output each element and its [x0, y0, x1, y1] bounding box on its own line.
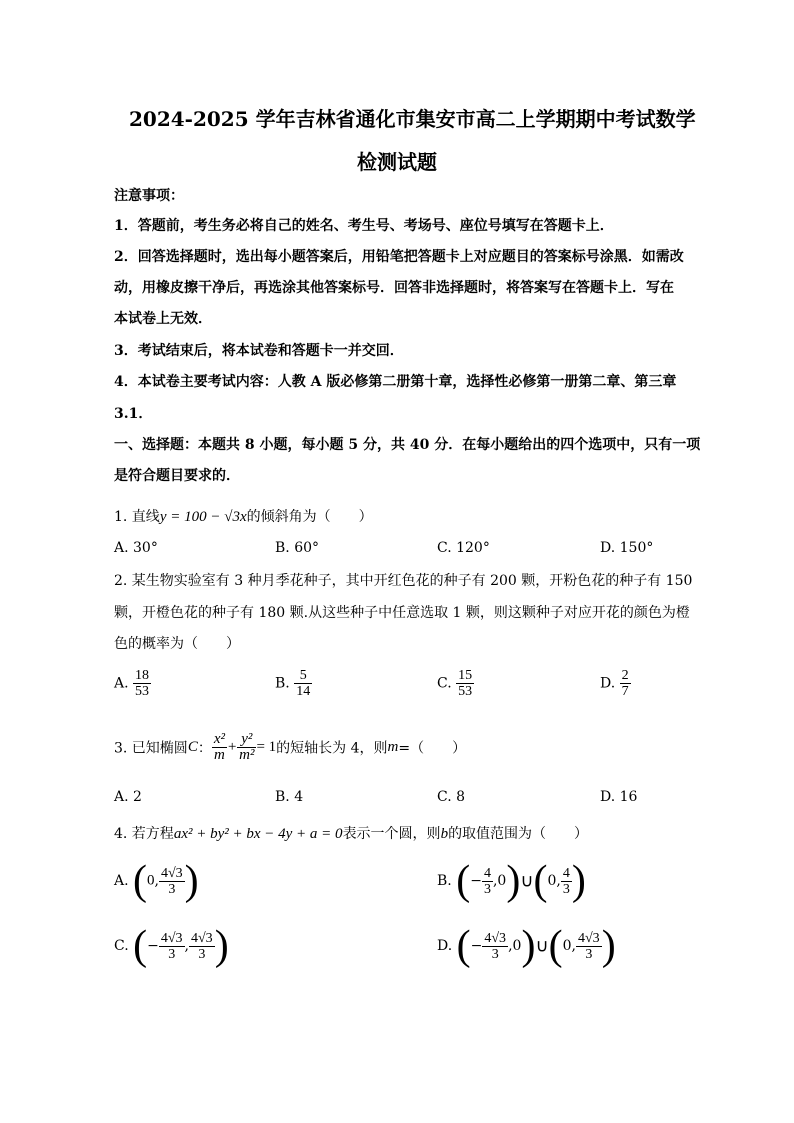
- q4-option-d: D. (− $\frac{4√3}{3}$ ,0)∪(0, $\frac{4√3}{3}$ ): [437, 923, 616, 969]
- notes-item-4-line2: 3.1．: [114, 406, 153, 422]
- q4-bvar: b: [440, 826, 449, 842]
- q2-option-b: [275, 668, 312, 699]
- q1-option-d: D. 150°: [600, 540, 654, 556]
- q2-d-num: 2: [621, 668, 629, 683]
- q3-y2: y²: [237, 732, 256, 748]
- q4-stem: [114, 823, 588, 843]
- q1-stem: [114, 506, 373, 526]
- q1-option-c: C. 120°: [437, 540, 490, 556]
- q4-b-den1: 3: [483, 881, 491, 897]
- q2-d-den: 7: [621, 684, 629, 699]
- q4-d-comma1: ,: [508, 938, 513, 954]
- q4-a-label: A.: [114, 873, 129, 889]
- q2-option-a: [114, 668, 151, 699]
- q4-d-den1: 3: [491, 946, 499, 962]
- q4-d-zero1: 0: [512, 938, 522, 954]
- notes-item-1: 1．答题前，考生务必将自己的姓名、考生号、考场号、座位号填写在答题卡上．: [114, 218, 614, 234]
- notes-heading: 注意事项：: [114, 188, 184, 204]
- q3-eq: = 1: [256, 739, 277, 755]
- q2-option-c: [437, 668, 474, 699]
- notes-item-2-line2: 动，用橡皮擦干净后，再选涂其他答案标号．回答非选择题时，将答案写在答题卡上．写在: [114, 280, 674, 296]
- q4-c-num1: 4√3: [160, 930, 183, 946]
- q4-option-a: A. (0, $\frac{4√3}{3}$ ): [114, 858, 199, 904]
- q4-b-den2: 3: [562, 881, 570, 897]
- q4-b-frac2: [561, 866, 572, 897]
- q4-option-b: B. (− $\frac{4}{3}$ ,0)∪(0, $\frac{4}{3}$ ): [437, 858, 586, 904]
- q1-prefix: 1. 直线: [114, 509, 160, 525]
- q2-option-d-label: D.: [600, 675, 616, 692]
- q1-formula: y = 100 − √3x: [159, 509, 247, 525]
- section1-line2: 是符合题目要求的．: [114, 468, 240, 484]
- notes-item-2-line1: 2．回答选择题时，选出每小题答案后，用铅笔把答题卡上对应题目的答案标号涂黑．如需改: [114, 249, 684, 265]
- q2-option-b-fraction: [294, 668, 312, 699]
- q4-a-comma: ,: [154, 873, 159, 889]
- q4-b-comma2: ,: [556, 873, 561, 889]
- q2-option-d: [600, 668, 631, 699]
- q4-option-c: C. (− $\frac{4√3}{3}$ , $\frac{4√3}{3}$ ): [114, 923, 229, 969]
- notes-item-2-line3: 本试卷上无效．: [114, 311, 212, 327]
- q2-line2: 颗，开橙色花的种子有 180 颗.从这些种子中任意选取 1 颗，则这颗种子对应开花的颜色为橙: [114, 605, 690, 621]
- q3-mvar: m: [387, 739, 399, 755]
- q4-d-frac1: [482, 931, 508, 962]
- q2-option-b-label: B.: [275, 675, 290, 692]
- section1-line1: 一、选择题：本题共 8 小题，每小题 5 分，共 40 分．在每小题给出的四个选项中，只有一项: [114, 437, 701, 453]
- q4-b-label: B.: [437, 873, 452, 889]
- q2-b-den: 14: [296, 684, 311, 699]
- q3-option-a: A. 2: [114, 789, 142, 805]
- q4-b-cup: ∪: [520, 870, 534, 891]
- q2-line1: 2. 某生物实验室有 3 种月季花种子，其中开红色花的种子有 200 颗，开粉色花的种子有 150: [114, 573, 693, 589]
- q1-option-a: A. 30°: [114, 540, 158, 556]
- q4-b-zero1: 0: [497, 873, 507, 889]
- q4-d-cup: ∪: [535, 935, 549, 956]
- q3-prefix: 3. 已知椭圆: [114, 740, 188, 757]
- q4-c-frac2: [189, 931, 215, 962]
- q2-c-num: 15: [458, 668, 473, 683]
- q4-b-num1: 4: [483, 865, 491, 881]
- q4-d-comma2: ,: [571, 938, 576, 954]
- q3-mid: 的短轴长为 4，则: [276, 740, 388, 757]
- q4-c-frac1: [159, 931, 185, 962]
- q4-a-frac: [159, 866, 185, 897]
- q3-frac-x: [212, 732, 227, 763]
- q1-option-b: B. 60°: [275, 540, 320, 556]
- page-title-line2: 检测试题: [357, 150, 437, 174]
- q4-d-num2: 4√3: [578, 930, 600, 946]
- q4-b-zero2: 0: [547, 873, 557, 889]
- q2-option-c-fraction: [456, 668, 474, 699]
- notes-item-4-line1: 4．本试卷主要考试内容：人教 A 版必修第二册第十章，选择性必修第一册第二章、第三章: [114, 374, 677, 390]
- q4-tail: 的取值范围为（ ）: [448, 826, 589, 842]
- q2-option-c-label: C.: [437, 675, 452, 692]
- q2-line3: 色的概率为（ ）: [114, 636, 240, 652]
- q4-d-den2: 3: [585, 946, 593, 962]
- q3-m: m: [213, 747, 225, 763]
- q3-frac-y: [237, 732, 256, 763]
- q4-b-minus: −: [470, 873, 482, 889]
- q3-c: C: [187, 739, 198, 755]
- q2-option-d-fraction: [620, 668, 631, 699]
- q3-x2: x²: [213, 731, 225, 747]
- q4-d-num1: 4√3: [484, 930, 507, 946]
- q4-b-comma1: ,: [492, 873, 498, 889]
- q4-d-minus: −: [470, 938, 483, 954]
- q2-option-a-fraction: [133, 668, 151, 699]
- q4-a-zero: 0: [147, 872, 155, 889]
- q3-colon: ：: [197, 740, 212, 757]
- q2-a-den: 53: [135, 684, 150, 699]
- notes-item-3: 3．考试结束后，将本试卷和答题卡一并交回．: [114, 343, 404, 359]
- q4-c-comma: ,: [184, 938, 189, 954]
- q4-c-num2: 4√3: [191, 930, 213, 946]
- q3-tail: =（ ）: [398, 740, 467, 757]
- q3-option-d: D. 16: [600, 789, 638, 805]
- q4-b-num2: 4: [562, 865, 570, 881]
- q4-a-num: 4√3: [160, 865, 183, 881]
- q4-mid: 表示一个圆，则: [342, 826, 441, 842]
- q3-m2: m²: [239, 747, 255, 763]
- q4-b-frac1: [482, 866, 493, 897]
- q2-c-den: 53: [458, 684, 473, 699]
- q4-equation: ax² + by² + bx − 4y + a = 0: [173, 826, 343, 842]
- q4-prefix: 4. 若方程: [114, 826, 174, 842]
- q3-stem: 3. 已知椭圆C： $\frac{\text{x²}}{m}$ + $\frac{\text{y²}}{\text{m²}}$ = 1的短轴长为 4，则m=（ ）: [114, 731, 467, 763]
- q4-a-den: 3: [168, 881, 176, 897]
- q2-b-num: 5: [294, 668, 312, 684]
- q4-d-zero2: 0: [562, 938, 572, 954]
- q1-suffix: 的倾斜角为（ ）: [246, 509, 373, 525]
- q4-c-label: C.: [114, 938, 129, 954]
- q3-option-b: B. 4: [275, 789, 304, 805]
- q3-option-c: C. 8: [437, 789, 466, 805]
- page-title-line1: 2024-2025 学年吉林省通化市集安市高二上学期期中考试数学: [129, 107, 696, 131]
- q4-c-den2: 3: [198, 946, 206, 962]
- q2-a-num: 18: [135, 668, 150, 683]
- q4-c-den1: 3: [168, 946, 176, 962]
- q4-c-minus: −: [147, 938, 159, 954]
- q4-d-label: D.: [437, 938, 453, 954]
- q2-option-a-label: A.: [114, 675, 129, 692]
- q4-d-frac2: [576, 931, 602, 962]
